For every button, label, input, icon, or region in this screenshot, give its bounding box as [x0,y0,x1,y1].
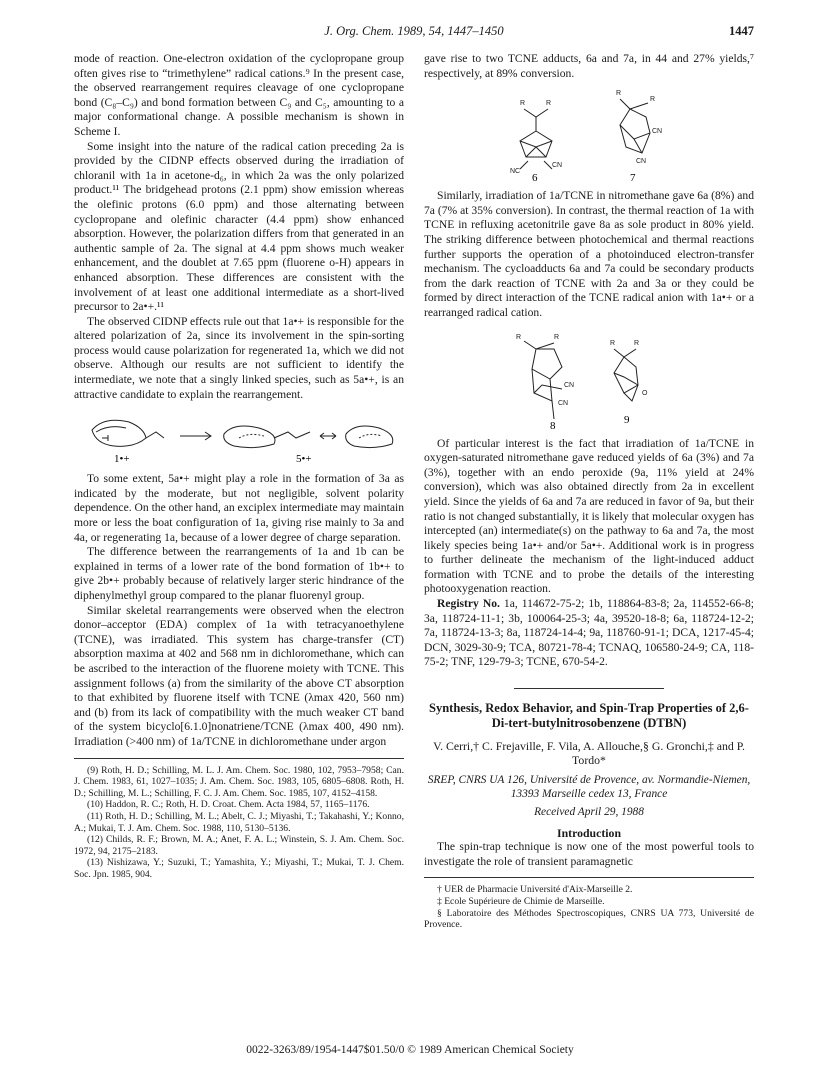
footnotes [74,765,404,881]
journal-citation: J. Org. Chem. 1989, 54, 1447–1450 [324,24,504,38]
group-label: R [520,100,526,108]
group-label: R [546,100,552,108]
group-label: R [650,96,656,104]
received-date: Received April 29, 1988 [534,806,644,819]
paragraph: mode of reaction. One-electron oxidation of the cyclopropane group often gives rise to “trimethylene” radical cations.⁹ In the present case, the observed rearrangement requires cleavage of one cyclopropane bond (C₈–C₉) and bond formation between C₉ and C₅, amounting to a major conformational change. A possible mechanism is shown in Scheme I. [74,52,404,138]
footnote-divider [424,877,754,878]
group-label: CN [552,162,563,170]
compound-label: 9 [624,413,630,426]
scheme-figure [74,408,404,466]
registry-label: Registry No. [437,597,500,611]
structures-6-7 [424,87,754,183]
compound-label: 7 [630,172,636,184]
article-title: Synthesis, Redox Behavior, and Spin-Trap Properties of 2,6-Di-tert-butylnitrosobenzene (DTBN) [429,701,749,731]
compound-label: 8 [550,419,556,431]
group-label: CN [636,158,647,166]
section-heading: Introduction [556,825,622,840]
footnote: (11) Roth, H. D.; Schilling, M. L.; Abelt, C. J.; Miyashi, T.; Takahashi, Y.; Konno, A.; Mukai, T. J. Am. Chem. Soc. 1988, 110, 5130–5136. [74,810,404,834]
structure-drawing [424,87,754,183]
affiliation-notes [424,884,754,930]
left-column [74,52,404,880]
paragraph: Some insight into the nature of the radical cation preceding 2a is provided by the CIDNP effects observed during the irradiation of chloranil with 1a in acetone-d₆, in which 2a was the only polarized product.¹¹ The bridgehead protons (2.1 ppm) show emission whereas the olefinic protons (6.0 ppm) and those alternating between cyclopropane and olefinic character (4.4 ppm) show enhanced absorption. However, the polarization differs from that generated in an authentic sample of 2a. The signal at 4.4 ppm shows much weaker enhancement, and the doublet at 7.65 ppm (fluorene o-H) appears in enhanced absorption. These differences are consistent with the involvement of at least one additional intermediate as a short-lived precursor to 2a•+.¹¹ [74,139,404,314]
footnote: (9) Roth, H. D.; Schilling, M. L. J. Am. Chem. Soc. 1980, 102, 7953–7958; Can. J. Chem. 1983, 61, 1027–1035; J. Am. Chem. Soc. 1983, 105, 6805–6808. Roth, H. D.; Schilling, M. L.; Schilling, F. C. J. Am. Chem. Soc. 1985, 107, 4152–4158. [74,764,404,799]
footnote: † UER de Pharmacie Université d'Aix-Marseille 2. [437,884,633,896]
group-label: R [616,90,622,98]
registry-numbers [424,597,754,670]
running-header [74,24,754,42]
group-label: R [516,333,522,341]
structures-8-9 [424,327,754,431]
page-number: 1447 [729,24,754,38]
group-label: CN [564,381,575,389]
footnote: (10) Haddon, R. C.; Roth, H. D. Croat. Chem. Acta 1984, 57, 1165–1176. [87,799,370,811]
paragraph: The difference between the rearrangements of 1a and 1b can be explained in terms of a lower rate of the bond formation of 1b•+ to give 2b•+ probably because of relatively larger steric hindrance of the diphenylmethyl group compared to the planar fluorenyl group. [74,545,404,602]
paragraph: Similar skeletal rearrangements were observed when the electron donor–acceptor (EDA) complex of 1a with tetracyanoethylene (TCNE), was irradiated. This system has charge-transfer (CT) absorption maxima at 402 and 568 nm in dichloromethane, which can be ascribed to the interaction of the fluorene moiety with TCNE. This assignment follows (a) from the similarity of the above CT absorption to that exhibited by fluorene itself with TCNE (λmax 420, 560 nm) and (b) from its lack of compatibility with the much weaker CT band of the system bicyclo[6.1.0]nonatriene/TCNE (λmax 400, 490 nm). Irradiation (>400 nm) of 1a/TCNE in dichloromethane under argon [74,603,404,748]
right-column [424,52,754,931]
registry-list: 1a, 114672-75-2; 1b, 118864-83-8; 2a, 114552-66-8; 3a, 118724-11-1; 3b, 100064-25-3; 4a, 39520-18-8; 6a, 118724-12-2; 7a, 118724-13-3; 8a, 118724-14-4; 9a, 118760-91-1; DCA, 1217-45-4; DCN, 3029-30-9; TCA, 80721-78-4; TCNAQ, 106580-24-9; CA, 118-75-2; TNF, 129-79-3; TCNE, 670-54-2. [424,597,754,669]
structure-drawing [424,327,754,431]
compound-label: 5•+ [296,453,312,466]
footnote: § Laboratoire des Méthodes Spectroscopiques, CNRS UA 773, Université de Provence. [424,907,754,931]
group-label: O [642,389,648,397]
group-label: CN [652,128,663,136]
footnote: (13) Nishizawa, Y.; Suzuki, T.; Yamashita, Y.; Miyashi, T.; Mukai, T. J. Chem. Soc. Jpn. 1985, 904. [74,857,404,880]
footnote: ‡ Ecole Supérieure de Chimie de Marseille. [437,896,605,907]
group-label: R [610,339,616,347]
group-label: R [634,339,640,347]
article-divider [514,688,664,689]
page-footer: 0022-3263/89/1954-1447$01.50/0 © 1989 American Chemical Society [246,1044,574,1056]
paragraph: To some extent, 5a•+ might play a role in the formation of 3a as indicated by the moderate, but not negligible, solvent polarity dependence. On the other hand, an exciplex intermediate may maintain more or less the boat configuration of 1a, giving rise mainly to 3a and 4a, or regenerating 1a, because of a lower degree of charge separation. [74,472,404,544]
paragraph: The spin-trap technique is now one of the most powerful tools to investigate the role of transient paramagnetic [424,840,754,868]
paragraph: gave rise to two TCNE adducts, 6a and 7a, in 44 and 27% yields,⁷ respectively, at 89% conversion. [424,52,754,80]
compound-label: 6 [532,172,538,184]
group-label: CN [558,399,569,407]
paragraph: Similarly, irradiation of 1a/TCNE in nitromethane gave 6a (8%) and 7a (7% at 35% conversion). In contrast, the thermal reaction of 1a with TCNE in refluxing acetonitrile gave 8a as sole product in 80% yield. The striking difference between photochemical and thermal reactions further supports the operation of a photoinduced electron-transfer mechanism. The cycloadducts 6a and 7a could be secondary products from the dark reaction of TCNE with 2a and 3a or they could be formed by direct interaction of the TCNE radical anion with 1a•+ or a rearranged radical cation. [424,189,754,319]
paragraph: Of particular interest is the fact that irradiation of 1a/TCNE in oxygen-saturated nitromethane gave reduced yields of 6a (3%) and 7a (3%), together with an endo peroxide (9a, 11% yield at 24% conversion), which was also obtained directly from 2a in excellent yield. Since the yields of 6a and 7a are reduced in favor of 9a, but their ratio is not changed substantially, it is likely that molecular oxygen has intercepted (an) intermediate(s) on the pathway to 6a and 7a, the most likely species being 1a•+ and/or 5a•+. Additional work is in progress to further delineate the mechanism of the light-induced adduct formation with TCNE and to probe the details of the interesting photooxygenation reaction. [424,436,754,596]
paragraph: The observed CIDNP effects rule out that 1a•+ is responsible for the altered polarization of 2a, since its involvement in the spin-sorting process would cause polarization for regenerated 1a, which we did not observe. Although our results are not sufficient to identify the intermediate, we note that a singly linked species, such as 5a•+, is an attractive candidate to explain the rearrangement. [74,314,404,401]
scheme-drawing [74,408,404,466]
group-label: R [554,333,560,341]
footnote-divider [74,758,404,759]
article-affiliation: SREP, CNRS UA 126, Université de Provence, av. Normandie-Niemen, 13393 Marseille cedex 13, France [427,774,751,801]
article-authors: V. Cerri,† C. Frejaville, F. Vila, A. Allouche,§ G. Gronchi,‡ and P. Tordo* [433,739,745,768]
group-label: NC [510,168,521,176]
footnote: (12) Childs, R. F.; Brown, M. A.; Anet, F. A. L.; Winstein, S. J. Am. Chem. Soc. 1972, 94, 2175–2183. [74,834,404,857]
compound-label: 1•+ [114,453,130,466]
